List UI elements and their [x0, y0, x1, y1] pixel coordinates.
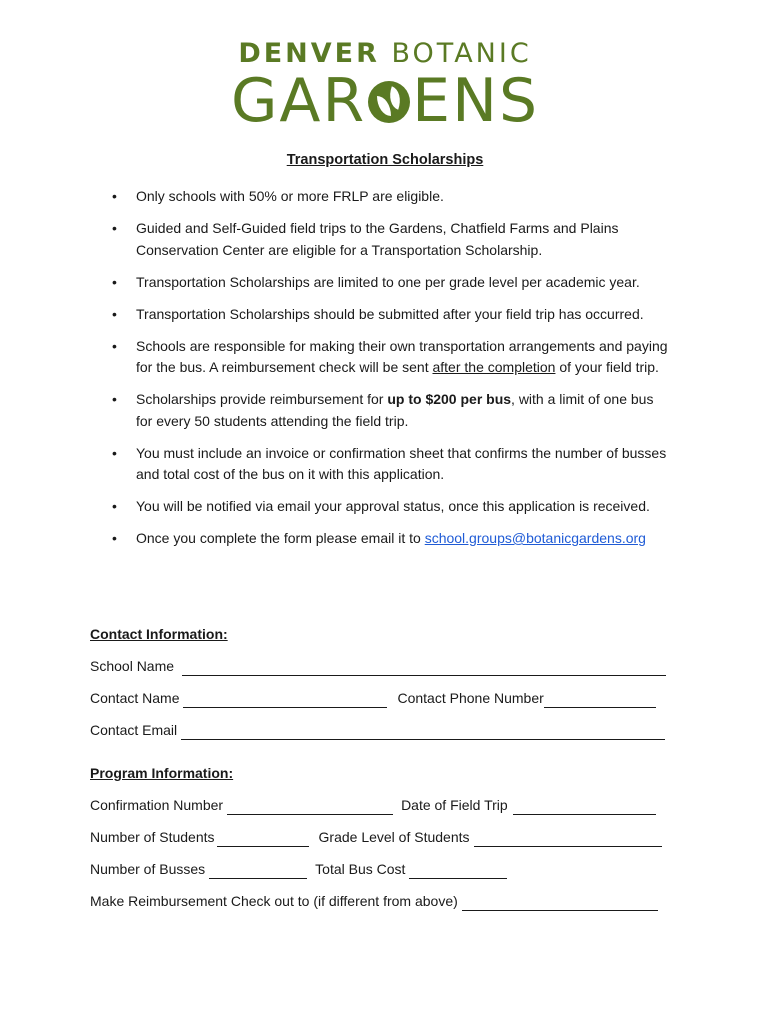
school-name-row	[90, 656, 680, 676]
students-row	[90, 827, 680, 847]
bullet-icon: •	[112, 273, 117, 290]
confirmation-number-field[interactable]	[227, 799, 393, 815]
bullet-icon: •	[112, 391, 117, 407]
logo-word-botanic: BOTANIC	[391, 38, 532, 69]
logo-word-gar: GAR	[230, 66, 367, 136]
reimbursement-row	[90, 891, 680, 911]
rule-text: Once you complete the form please email it to	[136, 530, 425, 546]
rule-text: Schools are responsible for making their own transportation arrangements and paying for the bus. A reimbursement check will be sent	[136, 337, 668, 375]
rule-text-bold: up to $200 per bus	[387, 391, 512, 407]
rule-text: Transportation Scholarships are limited to one per grade level per academic year.	[136, 273, 640, 290]
list-item	[112, 218, 672, 261]
school-name-field[interactable]	[182, 660, 666, 676]
bullet-icon: •	[112, 305, 117, 322]
grade-level-label: Grade Level of Students	[318, 829, 470, 845]
reimbursement-label: Make Reimbursement Check out to (if different from above)	[90, 893, 458, 909]
logo-line-2	[230, 66, 540, 136]
logo-line-1	[0, 38, 770, 70]
list-item	[112, 496, 672, 518]
school-name-label: School Name	[90, 658, 175, 674]
number-of-busses-label: Number of Busses	[90, 861, 206, 877]
bullet-icon: •	[112, 220, 117, 236]
contact-name-row	[90, 688, 680, 708]
bullet-icon: •	[112, 498, 117, 514]
leaf-icon	[368, 81, 410, 123]
contact-name-label: Contact Name	[90, 690, 180, 706]
contact-phone-label: Contact Phone Number	[397, 690, 544, 706]
logo-word-ens: ENS	[412, 66, 540, 136]
list-item	[112, 186, 672, 208]
denver-botanic-gardens-logo	[0, 38, 770, 136]
number-of-students-label: Number of Students	[90, 829, 215, 845]
list-item	[112, 528, 672, 550]
confirmation-row	[90, 795, 680, 815]
confirmation-number-label: Confirmation Number	[90, 797, 224, 813]
rule-text: Only schools with 50% or more FRLP are eligible.	[136, 188, 444, 204]
rule-text: of your field trip.	[555, 359, 659, 375]
date-of-field-trip-label: Date of Field Trip	[401, 797, 508, 813]
rule-text: Transportation Scholarships should be submitted after your field trip has occurred.	[136, 305, 644, 322]
number-of-students-field[interactable]	[217, 831, 309, 847]
reimbursement-field[interactable]	[462, 895, 658, 911]
contact-email-label: Contact Email	[90, 722, 178, 738]
contact-email-row	[90, 720, 680, 740]
list-item	[112, 272, 672, 294]
total-bus-cost-label: Total Bus Cost	[315, 861, 406, 877]
logo-word-denver: DENVER	[238, 38, 380, 69]
list-item	[112, 304, 672, 326]
date-of-field-trip-field[interactable]	[513, 799, 656, 815]
program-information-heading: Program Information:	[90, 765, 234, 781]
list-item	[112, 336, 672, 379]
bullet-icon: •	[112, 530, 117, 546]
grade-level-field[interactable]	[474, 831, 662, 847]
rule-text: Guided and Self-Guided field trips to the Gardens, Chatfield Farms and Plains Conservation Center are eligible for a Transportation Scholarship.	[136, 220, 619, 258]
eligibility-rules-list	[112, 186, 672, 560]
bullet-icon: •	[112, 337, 117, 354]
rule-text: Scholarships provide reimbursement for	[136, 391, 388, 407]
rule-text: You must include an invoice or confirmation sheet that confirms the number of busses and total cost of the bus on it with this application.	[136, 444, 667, 482]
bullet-icon: •	[112, 188, 117, 204]
contact-email-field[interactable]	[181, 724, 665, 740]
rule-text: , with a limit of one bus for every 50 students attending the field trip.	[136, 391, 654, 429]
contact-information-heading: Contact Information:	[90, 626, 228, 642]
bullet-icon: •	[112, 444, 117, 461]
number-of-busses-field[interactable]	[209, 863, 307, 879]
list-item	[112, 389, 672, 432]
contact-phone-field[interactable]	[544, 692, 656, 708]
list-item	[112, 443, 672, 486]
busses-row	[90, 859, 680, 879]
rule-text-underlined: after the completion	[432, 359, 556, 375]
contact-name-field[interactable]	[183, 692, 387, 708]
total-bus-cost-field[interactable]	[409, 863, 507, 879]
page-title: Transportation Scholarships	[286, 152, 484, 168]
email-link[interactable]: school.groups@botanicgardens.org	[424, 530, 646, 546]
rule-text: You will be notified via email your approval status, once this application is received.	[136, 498, 650, 514]
